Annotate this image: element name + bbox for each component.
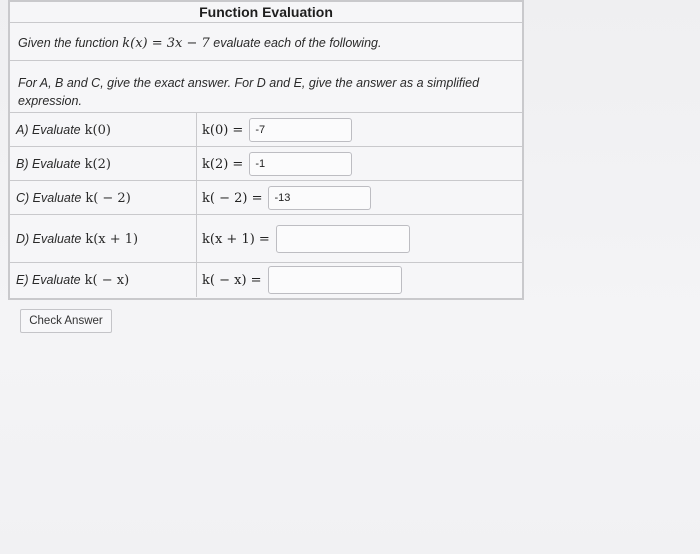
question-text: A) Evaluate	[16, 123, 81, 137]
column-divider	[196, 181, 197, 215]
question-text: B) Evaluate	[16, 157, 81, 171]
question-expression: k(2)	[84, 156, 111, 172]
problem-panel	[8, 0, 524, 300]
answer-input-c[interactable]	[268, 186, 371, 210]
column-divider	[196, 113, 197, 147]
question-row-a	[10, 112, 522, 147]
question-label-d	[16, 215, 138, 263]
answer-input-e[interactable]	[268, 266, 402, 294]
question-text: C) Evaluate	[16, 191, 82, 205]
answer-lhs: k(2) =	[202, 156, 244, 172]
question-expression: k( − 2)	[85, 190, 131, 206]
check-answer-button[interactable]: Check Answer	[20, 309, 112, 333]
question-label-b	[16, 147, 111, 181]
answer-input-d[interactable]	[276, 225, 410, 253]
question-row-e	[10, 262, 522, 297]
answer-lhs: k( − x) =	[202, 272, 262, 288]
question-text: D) Evaluate	[16, 232, 82, 246]
answer-lhs: k(x + 1) =	[202, 231, 270, 247]
answer-input-a[interactable]	[249, 118, 352, 142]
column-divider	[196, 147, 197, 181]
question-label-a	[16, 113, 111, 147]
question-expression: k(x + 1)	[85, 231, 139, 247]
answer-cell-d	[202, 215, 410, 263]
answer-cell-b	[202, 147, 352, 181]
answer-cell-e	[202, 263, 402, 297]
question-label-e	[16, 263, 129, 297]
answer-lhs: k( − 2) =	[202, 190, 263, 206]
question-row-d	[10, 214, 522, 263]
column-divider	[196, 215, 197, 263]
intro-suffix: evaluate each of the following.	[213, 36, 382, 50]
question-expression: k(0)	[84, 122, 111, 138]
question-label-c	[16, 181, 131, 215]
answer-lhs: k(0) =	[202, 122, 244, 138]
divider	[10, 60, 522, 61]
problem-intro	[18, 36, 381, 51]
question-text: E) Evaluate	[16, 273, 81, 287]
intro-prefix: Given the function	[18, 36, 119, 50]
intro-function: k(x) = 3x − 7	[122, 36, 210, 51]
question-row-c	[10, 180, 522, 215]
answer-cell-c	[202, 181, 371, 215]
instructions: For A, B and C, give the exact answer. For D and E, give the answer as a simplified expression.	[18, 76, 480, 108]
title-bar	[10, 2, 522, 23]
answer-input-b[interactable]	[249, 152, 352, 176]
question-expression: k( − x)	[84, 272, 130, 288]
answer-cell-a	[202, 113, 352, 147]
column-divider	[196, 263, 197, 297]
question-row-b	[10, 146, 522, 181]
page-title: Function Evaluation	[199, 4, 333, 20]
